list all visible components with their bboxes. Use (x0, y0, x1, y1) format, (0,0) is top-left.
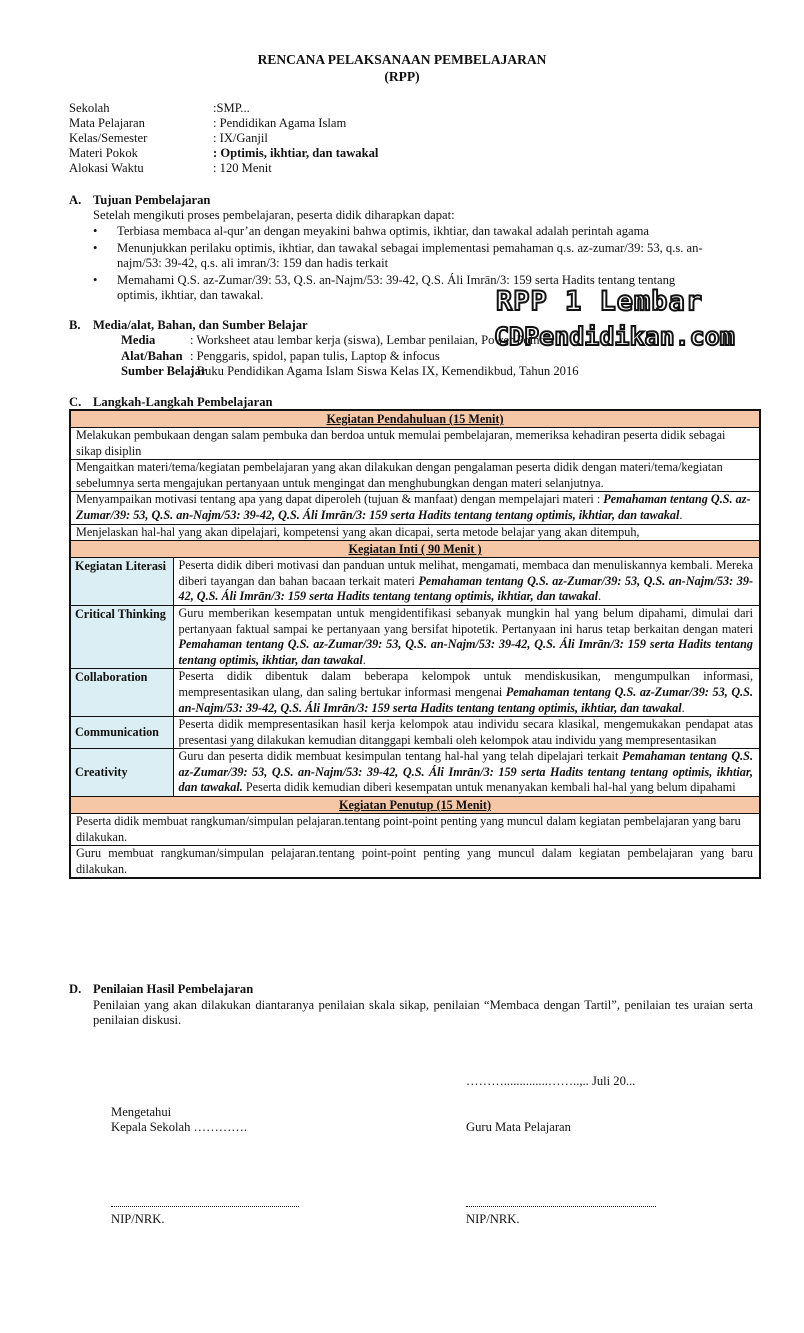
phase-header-penutup: Kegiatan Penutup (15 Menit) (70, 797, 760, 814)
watermark-line-1: RPP 1 Lembar (496, 286, 704, 317)
label-literasi: Kegiatan Literasi (70, 558, 173, 606)
phase-header-inti: Kegiatan Inti ( 90 Menit ) (70, 541, 760, 558)
nip-left: NIP/NRK. (111, 1212, 165, 1226)
signature-guru: Guru Mata Pelajaran (466, 1120, 571, 1134)
content-creativity: Guru dan peserta didik membuat kesimpulan tentang hal-hal yang telah dipelajari terkait Pemahaman tentang Q.S. az-Zumar/39: 53, Q.S. an-Najm/53: 39-42, Q.S. Áli Imrān/3: 159 serta Hadits tentang tentang optimis, ikhtiar, dan tawakal. Peserta didik kemudian diberi kesempatan untuk menanyakan kembali hal-hal yang belum dipahami (173, 749, 760, 797)
pendahuluan-row-4: Menjelaskan hal-hal yang akan dipelajari, kompetensi yang akan dicapai, serta metode belajar yang akan ditempuh, (70, 524, 760, 541)
list-item: • Menunjukkan perilaku optimis, ikhtiar, dan tawakal sebagai implementasi pemahaman q.s. az-zumar/39: 53, q.s. an-najm/53: 39-42, q.s. ali imran/3: 159 dan hadis terkait (93, 241, 753, 271)
list-item: • Terbiasa membaca al-qur’an dengan meyakini bahwa optimis, ikhtiar, dan tawakal adalah perintah agama (93, 224, 753, 239)
content-literasi: Peserta didik diberi motivasi dan panduan untuk melihat, mengamati, membaca dan menuliskannya kembali. Mereka diberi tayangan dan bahan bacaan terkait materi Pemahaman tentang Q.S. az-Zumar/39: 53, Q.S. an-Najm/53: 39-42, Q.S. Áli Imrān/3: 159 serta Hadits tentang tentang optimis, ikhtiar, dan tawakal. (173, 558, 760, 606)
media-value: : Worksheet atau lembar kerja (siswa), Lembar penilaian, Power Point (190, 333, 544, 347)
phase-header-pendahuluan: Kegiatan Pendahuluan (15 Menit) (70, 410, 760, 428)
table-row (70, 717, 760, 749)
signature-line-left (111, 1203, 299, 1207)
content-critical-thinking: Guru memberikan kesempatan untuk mengidentifikasi sebanyak mungkin hal yang belum dipahami, dimulai dari pertanyaan faktual sampai ke pertanyaan yang bersifat hipotetik. Pertanyaan ini harus tetap berkaitan dengan materi Pemahaman tentang Q.S. az-Zumar/39: 53, Q.S. an-Najm/53: 39-42, Q.S. Áli Imrān/3: 159 serta Hadits tentang tentang optimis, ikhtiar, dan tawakal. (173, 605, 760, 668)
info-value-sekolah: :SMP... (213, 101, 250, 115)
pendahuluan-row-2: Mengaitkan materi/tema/kegiatan pembelajaran yang akan dilakukan dengan pengalaman peserta didik dengan materi/tema/kegiatan sebelumnya serta mengajukan pertanyaan untuk mengingat dan menghubungkan dengan materi selanjutnya. (70, 460, 760, 492)
section-a-letter: A. (69, 193, 82, 207)
watermark-line-2: CDPendidikan.com (494, 322, 735, 351)
section-a-intro: Setelah mengikuti proses pembelajaran, peserta didik diharapkan dapat: (93, 208, 455, 222)
signature-mengetahui: Mengetahui (111, 1105, 172, 1119)
penutup-row-2: Guru membuat rangkuman/simpulan pelajaran.tentang point-point penting yang muncul dalam kegiatan pembelajaran yang baru dilakukan. (70, 846, 760, 879)
section-c-letter: C. (69, 395, 82, 409)
media-label: Media (121, 333, 156, 347)
langkah-table (69, 409, 761, 879)
alat-label: Alat/Bahan (121, 349, 183, 363)
signature-line-right (466, 1203, 656, 1207)
label-collaboration: Collaboration (70, 669, 173, 717)
table-row (70, 605, 760, 668)
info-label-kelas: Kelas/Semester (69, 131, 148, 145)
table-row (70, 524, 760, 541)
section-d-letter: D. (69, 982, 82, 996)
signature-date: ………..............……..,.. Juli 20... (466, 1074, 636, 1088)
alat-value: : Penggaris, spidol, papan tulis, Laptop & infocus (190, 349, 440, 363)
section-b-title: Media/alat, Bahan, dan Sumber Belajar (93, 318, 308, 332)
sumber-label: Sumber Belajar (121, 364, 207, 378)
list-item: • Memahami Q.S. az-Zumar/39: 53, Q.S. an-Najm/53: 39-42, Q.S. Áli Imrān/3: 159 serta Hadits tentang tentang optimis, ikhtiar, dan tawakal. (93, 273, 753, 303)
info-value-materi: : Optimis, ikhtiar, dan tawakal (213, 146, 379, 160)
table-row (70, 814, 760, 846)
sumber-value: : Buku Pendidikan Agama Islam Siswa Kelas IX, Kemendikbud, Tahun 2016 (190, 364, 579, 378)
table-row (70, 460, 760, 492)
label-communication: Communication (70, 717, 173, 749)
pendahuluan-row-3: Menyampaikan motivasi tentang apa yang dapat diperoleh (tujuan & manfaat) dengan mempelajari materi : Pemahaman tentang Q.S. az-Zumar/39: 53, Q.S. an-Najm/53: 39-42, Q.S. Áli Imrān/3: 159 serta Hadits tentang tentang optimis, ikhtiar, dan tawakal. (70, 492, 760, 524)
info-label-alokasi: Alokasi Waktu (69, 161, 144, 175)
table-row (70, 749, 760, 797)
section-a-title: Tujuan Pembelajaran (93, 193, 211, 207)
section-c-title: Langkah-Langkah Pembelajaran (93, 395, 273, 409)
table-row (70, 492, 760, 524)
info-label-sekolah: Sekolah (69, 101, 110, 115)
info-label-mapel: Mata Pelajaran (69, 116, 145, 130)
label-creativity: Creativity (70, 749, 173, 797)
table-row (70, 558, 760, 606)
content-collaboration: Peserta didik dibentuk dalam beberapa kelompok untuk mendiskusikan, mengumpulkan informasi, mempresentasikan ulang, dan saling bertukar informasi mengenai Pemahaman tentang Q.S. az-Zumar/39: 53, Q.S. an-Najm/53: 39-42, Q.S. Áli Imrān/3: 159 serta Hadits tentang tentang optimis, ikhtiar, dan tawakal. (173, 669, 760, 717)
pendahuluan-row-1: Melakukan pembukaan dengan salam pembuka dan berdoa untuk memulai pembelajaran, memeriksa kehadiran peserta didik sebagai sikap disiplin (70, 428, 760, 460)
label-critical-thinking: Critical Thinking (70, 605, 173, 668)
nip-right: NIP/NRK. (466, 1212, 520, 1226)
info-value-kelas: : IX/Ganjil (213, 131, 268, 145)
info-value-alokasi: : 120 Menit (213, 161, 272, 175)
table-row (70, 846, 760, 879)
penutup-row-1: Peserta didik membuat rangkuman/simpulan pelajaran.tentang point-point penting yang muncul dalam kegiatan pembelajaran yang baru dilakukan. (70, 814, 760, 846)
table-row (70, 428, 760, 460)
document-title: RENCANA PELAKSANAAN PEMBELAJARAN (257, 52, 547, 67)
section-d-text: Penilaian yang akan dilakukan diantaranya penilaian skala sikap, penilaian “Membaca dengan Tartil”, penilaian tes uraian serta penilaian diskusi. (93, 998, 753, 1027)
signature-kepala-sekolah: Kepala Sekolah …………. (111, 1120, 248, 1134)
document-subtitle: (RPP) (384, 69, 420, 84)
info-label-materi: Materi Pokok (69, 146, 138, 160)
info-value-mapel: : Pendidikan Agama Islam (213, 116, 347, 130)
section-d-title: Penilaian Hasil Pembelajaran (93, 982, 254, 996)
table-row (70, 669, 760, 717)
content-communication: Peserta didik mempresentasikan hasil kerja kelompok atau individu secara klasikal, mengemukakan pendapat atas presentasi yang dilakukan kemudian ditanggapi kembali oleh kelompok atau individu yang mempresentasikan (173, 717, 760, 749)
section-b-letter: B. (69, 318, 81, 332)
